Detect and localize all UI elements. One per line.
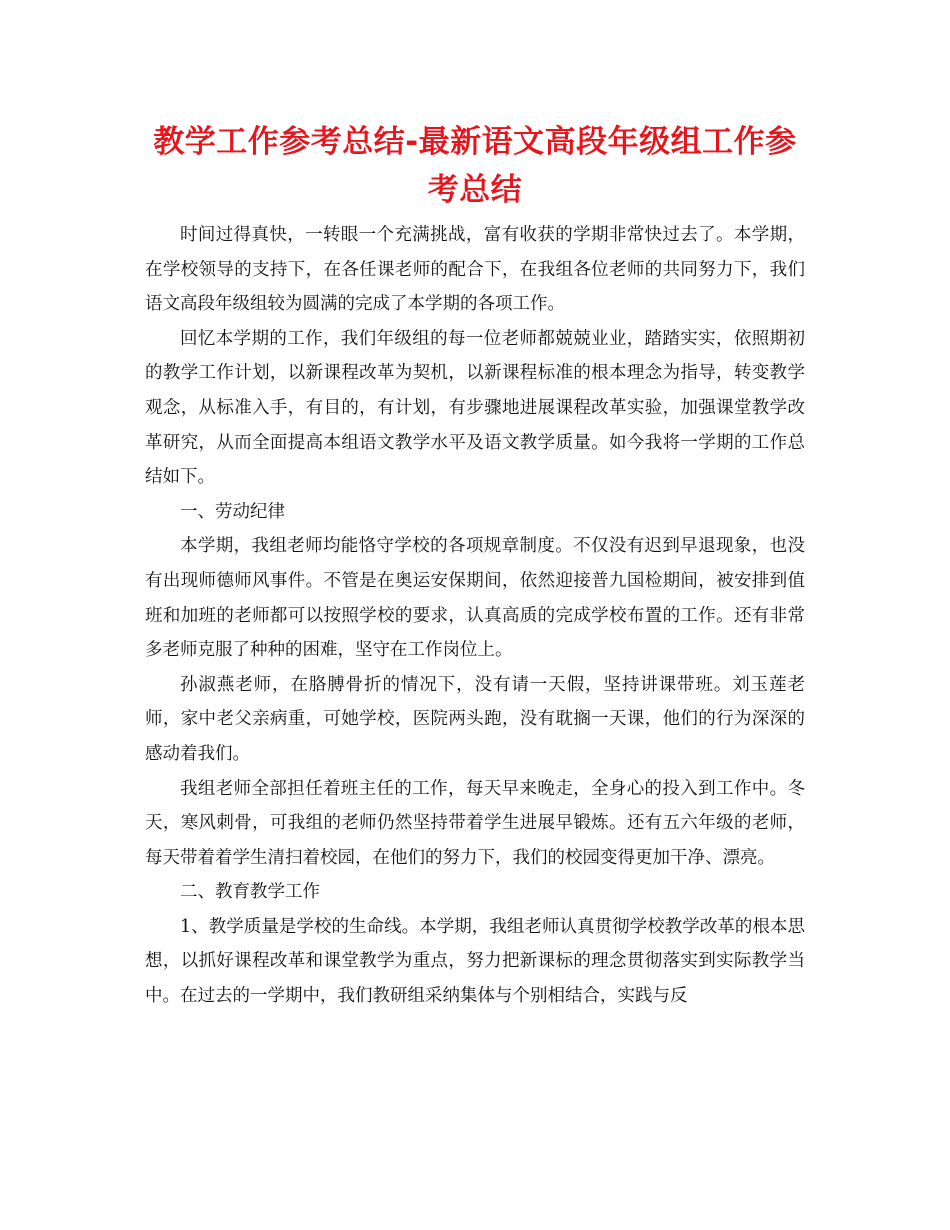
section-heading-labor-discipline: 一、劳动纪律 [180,501,285,522]
paragraph-discipline: 本学期，我组老师均能恪守学校的各项规章制度。不仅没有迟到早退现象，也没有出现师德师风事件。不管是在奥运安保期间，依然迎接普九国检期间，被安排到值班和加班的老师都可以按照学校的要求，认真高质的完成学校布置的工作。还有非常多老师克服了种种的困难，坚守在工作岗位上。 [145,536,805,661]
paragraph-class-teachers: 我组老师全部担任着班主任的工作，每天早来晚走，全身心的投入到工作中。冬天，寒风刺骨，可我组的老师仍然坚持带着学生进展早锻炼。还有五六年级的老师，每天带着着学生清扫着校园，在他们的努力下，我们的校园变得更加干净、漂亮。 [145,778,805,868]
document-page [145,118,805,1014]
document-body [145,218,805,1014]
paragraph-teaching-quality: 1、教学质量是学校的生命线。本学期，我组老师认真贯彻学校教学改革的根本思想，以抓好课程改革和课堂教学为重点，努力把新课标的理念贯彻落实到实际教学当中。在过去的一学期中，我们教研组采纳集体与个别相结合，实践与反 [145,916,805,1007]
paragraph-review: 回忆本学期的工作，我们年级组的每一位老师都兢兢业业，踏踏实实，依照期初的教学工作计划，以新课程改革为契机，以新课程标准的根本理念为指导，转变教学观念，从标准入手，有目的，有计划，有步骤地进展课程改革实验，加强课堂教学改革研究，从而全面提高本组语文教学水平及语文教学质量。如今我将一学期的工作总结如下。 [145,328,805,488]
paragraph-intro: 时间过得真快，一转眼一个充满挑战，富有收获的学期非常快过去了。本学期，在学校领导的支持下，在各任课老师的配合下，在我组各位老师的共同努力下，我们语文高段年级组较为圆满的完成了本学期的各项工作。 [145,225,805,315]
section-heading-teaching-work: 二、教育教学工作 [180,882,320,903]
paragraph-teachers-example: 孙淑燕老师，在胳膊骨折的情况下，没有请一天假，坚持讲课带班。刘玉莲老师，家中老父亲病重，可她学校，医院两头跑，没有耽搁一天课，他们的行为深深的感动着我们。 [145,674,805,764]
document-title: 教学工作参考总结-最新语文高段年级组工作参考总结 [153,124,797,208]
